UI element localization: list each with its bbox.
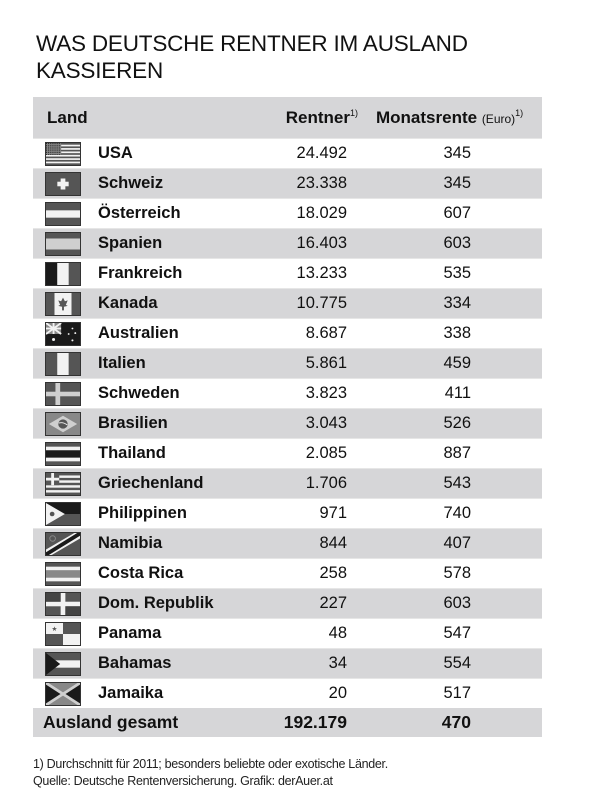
country-name: Panama (98, 624, 162, 642)
footnote-marker: 1) (515, 108, 524, 118)
country-name: Österreich (98, 204, 181, 222)
table-row (33, 528, 542, 558)
flag-philippines-icon (45, 502, 81, 526)
table-row (33, 678, 542, 708)
rentner-count: 5.861 (305, 354, 347, 372)
flag-dominican-republic-icon (45, 592, 81, 616)
page-title: WAS DEUTSCHE RENTNER IM AUSLAND KASSIEREN (36, 31, 468, 83)
table-row (33, 618, 542, 648)
table-row (33, 438, 542, 468)
country-name: Costa Rica (98, 564, 184, 582)
rentner-count: 844 (319, 534, 347, 552)
flag-spain-icon (45, 232, 81, 256)
monatsrente-value: 603 (443, 234, 471, 252)
column-header-monatsrente (376, 108, 523, 128)
monatsrente-value: 338 (443, 324, 471, 342)
rentner-count: 34 (328, 654, 347, 672)
monatsrente-value: 607 (443, 204, 471, 222)
flag-brazil-icon (45, 412, 81, 436)
flag-canada-icon (45, 292, 81, 316)
monatsrente-value: 407 (443, 534, 471, 552)
svg-text:★: ★ (51, 626, 58, 634)
country-name: Philippinen (98, 504, 187, 522)
flag-usa-icon (45, 142, 81, 166)
monatsrente-value: 554 (443, 654, 471, 672)
table-row (33, 378, 542, 408)
table-row (33, 138, 542, 168)
rentner-count: 1.706 (305, 474, 347, 492)
rentner-count: 3.043 (305, 414, 347, 432)
table-row (33, 288, 542, 318)
rentner-count: 24.492 (296, 144, 347, 162)
flag-costa-rica-icon (45, 562, 81, 586)
column-header-land: Land (47, 108, 88, 127)
flag-switzerland-icon (45, 172, 81, 196)
rentner-count: 23.338 (296, 174, 347, 192)
country-name: Bahamas (98, 654, 172, 672)
country-name: Brasilien (98, 414, 168, 432)
rentner-count: 18.029 (296, 204, 347, 222)
monatsrente-value: 887 (443, 444, 471, 462)
flag-bahamas-icon (45, 652, 81, 676)
table-row (33, 648, 542, 678)
rentner-count: 10.775 (296, 294, 347, 312)
country-name: Frankreich (98, 264, 183, 282)
flag-austria-icon (45, 202, 81, 226)
total-label: Ausland gesamt (43, 712, 179, 732)
rentner-label: Rentner (285, 108, 350, 127)
table-row (33, 558, 542, 588)
rentner-count: 8.687 (305, 324, 347, 342)
flag-panama-icon (45, 622, 81, 646)
monatsrente-value: 740 (443, 504, 471, 522)
flag-australia-icon (45, 322, 81, 346)
table-row (33, 348, 542, 378)
table-row (33, 228, 542, 258)
monatsrente-value: 459 (443, 354, 471, 372)
rentner-count: 971 (319, 504, 347, 522)
country-name: Griechenland (98, 474, 204, 492)
country-name: Namibia (98, 534, 163, 552)
table-row (33, 168, 542, 198)
monatsrente-label: Monatsrente (376, 108, 478, 127)
rentner-count: 258 (319, 564, 347, 582)
column-header-rentner (286, 108, 358, 128)
flag-thailand-icon (45, 442, 81, 466)
total-row (33, 708, 542, 737)
country-name: Jamaika (98, 684, 164, 702)
rentner-count: 227 (319, 594, 347, 612)
country-name: Italien (98, 354, 146, 372)
monatsrente-value: 345 (443, 144, 471, 162)
country-name: Thailand (98, 444, 166, 462)
pension-table (33, 97, 542, 737)
rentner-count: 20 (328, 684, 347, 702)
table-row (33, 498, 542, 528)
country-name: Australien (98, 324, 179, 342)
monatsrente-value: 547 (443, 624, 471, 642)
monatsrente-value: 517 (443, 684, 471, 702)
country-name: Dom. Republik (98, 594, 214, 612)
flag-france-icon (45, 262, 81, 286)
unit-label: (Euro) (481, 112, 516, 126)
flag-sweden-icon (45, 382, 81, 406)
table-row (33, 318, 542, 348)
svg-text:★: ★ (68, 637, 75, 645)
monatsrente-value: 411 (444, 384, 471, 402)
monatsrente-value: 526 (443, 414, 471, 432)
monatsrente-value: 334 (443, 294, 471, 312)
country-name: Spanien (98, 234, 163, 252)
monatsrente-value: 543 (443, 474, 471, 492)
footnote: 1) Durchschnitt für 2011; besonders beliebte oder exotische Länder. (33, 757, 388, 771)
rentner-count: 16.403 (296, 234, 347, 252)
rentner-count: 48 (328, 624, 347, 642)
total-monatsrente: 470 (441, 712, 471, 732)
table-header (33, 97, 542, 138)
rentner-count: 13.233 (296, 264, 347, 282)
flag-italy-icon (45, 352, 81, 376)
monatsrente-value: 345 (443, 174, 471, 192)
country-name: USA (98, 144, 133, 162)
table-row (33, 408, 542, 438)
flag-greece-icon (45, 472, 81, 496)
flag-jamaica-icon (45, 682, 81, 706)
footer (33, 756, 388, 790)
footnote-marker: 1) (349, 108, 358, 118)
monatsrente-value: 603 (443, 594, 471, 612)
total-rentner: 192.179 (283, 712, 347, 732)
table-row (33, 588, 542, 618)
monatsrente-value: 535 (443, 264, 471, 282)
table-row (33, 198, 542, 228)
source-credit: Quelle: Deutsche Rentenversicherung. Grafik: derAuer.at (33, 774, 333, 788)
monatsrente-value: 578 (443, 564, 471, 582)
rentner-count: 2.085 (305, 444, 347, 462)
country-name: Kanada (98, 294, 158, 312)
country-name: Schweden (98, 384, 180, 402)
country-name: Schweiz (98, 174, 164, 192)
flag-namibia-icon (45, 532, 81, 556)
rentner-count: 3.823 (305, 384, 347, 402)
table-row (33, 258, 542, 288)
table-row (33, 468, 542, 498)
